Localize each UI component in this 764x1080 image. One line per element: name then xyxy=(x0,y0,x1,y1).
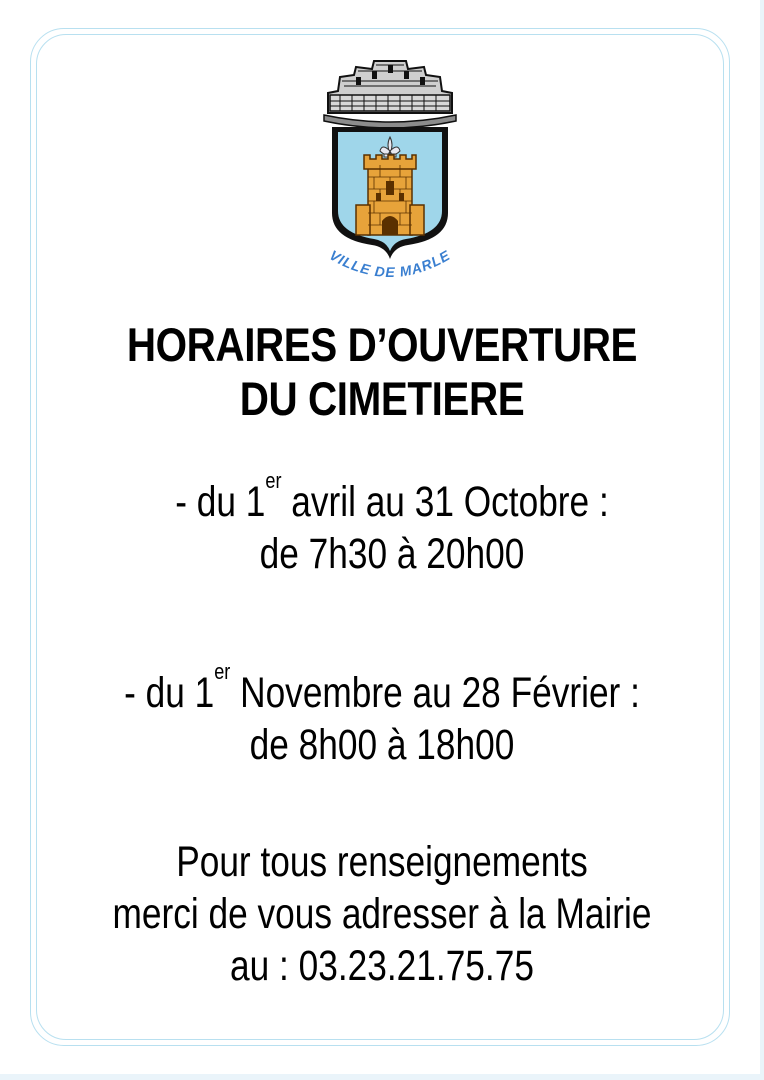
title-line-1: HORAIRES D’OUVERTURE xyxy=(126,318,638,371)
page-edge-bottom xyxy=(0,1074,764,1080)
date-range: avril au 31 Octobre : xyxy=(281,478,609,526)
title-line-2: DU CIMETIERE xyxy=(239,372,525,425)
period-winter-dates xyxy=(69,659,695,719)
mural-crown-icon xyxy=(324,61,456,128)
date-prefix: - du 1 xyxy=(175,478,266,526)
date-prefix: - du 1 xyxy=(124,669,215,717)
town-name: VILLE DE MARLE xyxy=(326,246,454,281)
info-line-2: merci de vous adresser à la Mairie xyxy=(112,890,652,938)
contact-info xyxy=(69,836,695,992)
ordinal-suffix: er xyxy=(265,468,282,493)
period-winter-hours: de 8h00 à 18h00 xyxy=(249,721,515,769)
period-summer-dates xyxy=(79,468,705,528)
period-summer xyxy=(79,468,705,580)
page-title xyxy=(53,318,710,426)
ordinal-suffix: er xyxy=(214,659,231,684)
period-summer-hours: de 7h30 à 20h00 xyxy=(259,530,525,578)
coat-of-arms xyxy=(310,55,470,295)
info-line-1: Pour tous renseignements xyxy=(176,838,588,886)
date-range: Novembre au 28 Février : xyxy=(230,669,640,717)
period-winter xyxy=(69,659,695,771)
page-edge-right xyxy=(760,0,764,1080)
info-phone: au : 03.23.21.75.75 xyxy=(230,942,534,990)
